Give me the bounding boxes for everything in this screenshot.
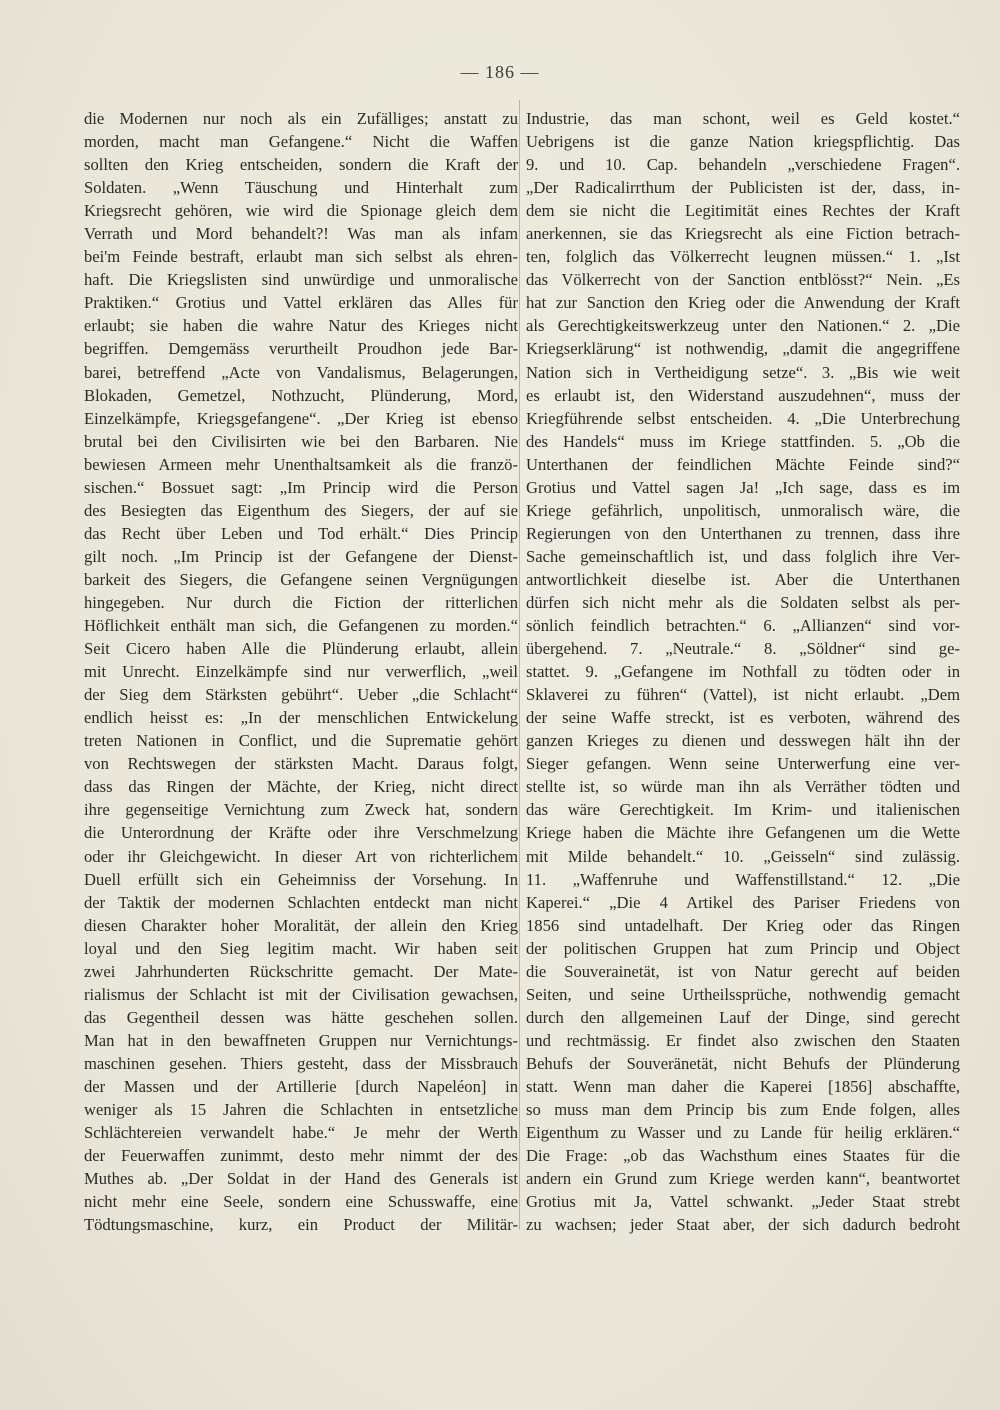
left-column-line: oder ihr Gleichgewicht. In dieser Art von richterlichem [84,846,518,866]
left-column-line: sischen.“ Bossuet sagt: „Im Princip wird die Person [84,477,518,497]
right-column-line: ten, folglich das Völkerrecht leugnen müssen.“ 1. „Ist [526,247,960,267]
right-column-line: durch den allgemeinen Lauf der Dinge, sind gerecht [526,1007,960,1027]
left-column-line: haft. Die Kriegslisten sind unwürdige und unmoralische [84,270,518,290]
right-column-line: und rechtmässig. Er findet also zwischen den Staaten [526,1030,960,1050]
left-column-line: Schlächtereien verwandelt habe.“ Je mehr der Werth [84,1123,518,1143]
left-column-line: Seit Cicero haben Alle die Plünderung erlaubt, allein [84,639,518,659]
right-column-line: Die Frage: „ob das Wachsthum eines Staates für die [526,1146,960,1166]
left-column-line: Kriegsrecht gehören, wie wird die Spionage gleich dem [84,201,518,221]
right-column-line: Industrie, das man schont, weil es Geld kostet.“ [526,109,960,128]
left-column-line: bewiesen Armeen mehr Unenthaltsamkeit als die franzö- [84,454,518,474]
left-column-line: Man hat in den bewaffneten Gruppen nur Vernichtungs- [84,1030,518,1050]
right-column-line: sönlich feindlich betrachten.“ 6. „Allianzen“ sind vor- [526,616,960,636]
right-column-line: Sklaverei zu führen“ (Vattel), ist nicht erlaubt. „Dem [526,685,960,705]
right-column-line: es erlaubt ist, den Widerstand auszudehnen“, muss der [526,385,960,405]
right-column-line: Unterthanen der feindlichen Mächte Feinde sind?“ [526,454,960,474]
left-column-line: loyal und den Sieg legitim macht. Wir haben seit [84,938,518,958]
left-column-line: hingegeben. Nur durch die Fiction der ritterlichen [84,592,518,612]
right-column-line: Kaperei.“ „Die 4 Artikel des Pariser Friedens von [526,892,960,912]
right-column-line: Kriege gefährlich, unpolitisch, unmoralisch wäre, die [526,500,960,520]
left-column-line: das Recht über Leben und Tod erhält.“ Dies Princip [84,523,518,543]
left-column-line: nicht mehr eine Seele, sondern eine Schusswaffe, eine [84,1192,518,1212]
left-column-line: Soldaten. „Wenn Täuschung und Hinterhalt zum [84,178,518,198]
right-column-line: so muss man dem Princip bis zum Ende folgen, alles [526,1100,960,1120]
right-column-line: zu wachsen; jeder Staat aber, der sich dadurch bedroht [526,1215,960,1235]
left-text-column [84,107,518,1236]
right-column-line: dem sie nicht die Legitimität eines Rechtes der Kraft [526,201,960,221]
left-column-line: Verrath und Mord behandelt?! Was man als infam [84,224,518,244]
right-column-line: stellte ist, so würde man ihn als Verräther tödten und [526,777,960,797]
left-column-line: endlich heisst es: „In der menschlichen Entwickelung [84,708,518,728]
right-column-line: stattet. 9. „Gefangene im Nothfall zu tödten oder in [526,662,960,682]
left-column-line: Einzelkämpfe, Kriegsgefangene“. „Der Krieg ist ebenso [84,408,518,428]
right-column-line: das Völkerrecht von der Sanction entblösst?“ Nein. „Es [526,270,960,290]
left-column-line: dass das Ringen der Mächte, der Krieg, nicht direct [84,777,518,797]
left-column-line: der Feuerwaffen zunimmt, desto mehr nimmt der des [84,1146,518,1166]
left-column-line: erlaubt; sie haben die wahre Natur des Krieges nicht [84,316,518,336]
right-column-line: der politischen Gruppen hat zum Princip und Object [526,938,960,958]
left-column-line: treten Nationen in Conflict, und die Suprematie gehört [84,731,518,751]
right-column-line: des Handels“ muss im Kriege stattfinden. 5. „Ob die [526,431,960,451]
right-column-line: Regierungen von den Unterthanen zu trennen, dass ihre [526,523,960,543]
right-column-line: das wäre Gerechtigkeit. Im Krim- und italienischen [526,800,960,820]
column-divider [519,100,520,1230]
right-column-line: 1856 sind untadelhaft. Der Krieg oder das Ringen [526,915,960,935]
left-column-line: weniger als 15 Jahren die Schlachten in entsetzliche [84,1100,518,1120]
left-column-line: maschinen gesehen. Thiers gesteht, dass der Missbrauch [84,1053,518,1073]
left-column-line: zwei Jahrhunderten Rückschritte gemacht. Der Mate- [84,961,518,981]
right-text-column [526,107,960,1236]
left-column-line: das Gegentheil dessen was hätte geschehen sollen. [84,1007,518,1027]
right-column-line: Nation sich in Vertheidigung setze“. 3. „Bis wie weit [526,362,960,382]
right-column-line: mit Milde behandelt.“ 10. „Geisseln“ sind zulässig. [526,846,960,866]
left-column-line: die Modernen nur noch als ein Zufälliges; anstatt zu [84,109,518,128]
right-column-line: Eigenthum zu Wasser und zu Lande für heilig erklären.“ [526,1123,960,1143]
right-column-line: Uebrigens ist die ganze Nation kriegspflichtig. Das [526,132,960,152]
left-column-line: der Massen und der Artillerie [durch Napeléon] in [84,1076,518,1096]
left-column-line: morden, macht man Gefangene.“ Nicht die Waffen [84,132,518,152]
right-column-line: Kriegführende selbst entscheiden. 4. „Die Unterbrechung [526,408,960,428]
left-column-line: sollten den Krieg entscheiden, sondern die Kraft der [84,155,518,175]
left-column-line: des Besiegten das Eigenthum des Siegers, der auf sie [84,500,518,520]
left-column-line: Tödtungsmaschine, kurz, ein Product der Militär- [84,1215,518,1235]
right-column-line: statt. Wenn man daher die Kaperei [1856] abschaffte, [526,1076,960,1096]
right-column-line: antwortlichkeit dieselbe ist. Aber die Unterthanen [526,569,960,589]
left-column-line: begriffen. Demgemäss verurtheilt Proudhon jede Bar- [84,339,518,359]
right-column-line: Sieger gefangen. Wenn seine Unterwerfung eine ver- [526,754,960,774]
left-column-line: rialismus der Schlacht ist mit der Civilisation gewachsen, [84,984,518,1004]
right-column-line: andern ein Grund zum Kriege werden kann“, beantwortet [526,1169,960,1189]
left-column-line: Höflichkeit enthält man sich, die Gefangenen zu morden.“ [84,616,518,636]
right-column-line: 9. und 10. Cap. behandeln „verschiedene Fragen“. [526,155,960,175]
right-column-line: dürfen sich nicht mehr als die Soldaten selbst als per- [526,592,960,612]
left-column-line: Duell erfüllt sich ein Geheimniss der Vorsehung. In [84,869,518,889]
right-column-line: ganzen Krieges zu dienen und desswegen hält ihn der [526,731,960,751]
right-column-line: Behufs der Souveränetät, nicht Behufs der Plünderung [526,1053,960,1073]
left-column-line: Praktiken.“ Grotius und Vattel erklären das Alles für [84,293,518,313]
right-column-line: Seiten, und seine Urtheilssprüche, nothwendig gemacht [526,984,960,1004]
left-column-line: von Rechtswegen der stärksten Macht. Daraus folgt, [84,754,518,774]
left-column-line: Blokaden, Gemetzel, Nothzucht, Plünderung, Mord, [84,385,518,405]
right-column-line: übergehend. 7. „Neutrale.“ 8. „Söldner“ sind ge- [526,639,960,659]
right-column-line: Sache gemeinschaftlich ist, und dass folglich ihre Ver- [526,546,960,566]
left-column-line: ihre gegenseitige Vernichtung zum Zweck hat, sondern [84,800,518,820]
right-column-line: die Souverainetät, ist von Natur gerecht auf beiden [526,961,960,981]
left-column-line: der Taktik der modernen Schlachten entdeckt man nicht [84,892,518,912]
right-column-line: als Gerechtigkeitswerkzeug unter den Nationen.“ 2. „Die [526,316,960,336]
left-column-line: Muthes ab. „Der Soldat in der Hand des Generals ist [84,1169,518,1189]
right-column-line: Grotius mit Ja, Vattel schwankt. „Jeder Staat strebt [526,1192,960,1212]
left-column-line: barei, betreffend „Acte von Vandalismus, Belagerungen, [84,362,518,382]
right-column-line: 11. „Waffenruhe und Waffenstillstand.“ 12. „Die [526,869,960,889]
left-column-line: mit Unrecht. Einzelkämpfe sind nur verwerflich, „weil [84,662,518,682]
left-column-line: barkeit des Siegers, die Gefangene seinen Vergnügungen [84,569,518,589]
right-column-line: anerkennen, sie das Kriegsrecht als eine Fiction betrach- [526,224,960,244]
left-column-line: brutal bei den Civilisirten wie bei den Barbaren. Nie [84,431,518,451]
right-column-line: hat zur Sanction den Krieg oder die Anwendung der Kraft [526,293,960,313]
left-column-line: bei'm Feinde bestraft, erlaubt man sich selbst als ehren- [84,247,518,267]
left-column-line: die Unterordnung der Kräfte oder ihre Verschmelzung [84,823,518,843]
right-column-line: Kriege haben die Mächte ihre Gefangenen um die Wette [526,823,960,843]
right-column-line: der seine Waffe streckt, ist es verboten, während des [526,708,960,728]
right-column-line: „Der Radicalirrthum der Publicisten ist der, dass, in- [526,178,960,198]
right-column-line: Grotius und Vattel sagen Ja! „Ich sage, dass es im [526,477,960,497]
left-column-line: der Sieg dem Stärksten gebührt“. Ueber „die Schlacht“ [84,685,518,705]
right-column-line: Kriegserklärung“ ist nothwendig, „damit die angegriffene [526,339,960,359]
left-column-line: gilt noch. „Im Princip ist der Gefangene der Dienst- [84,546,518,566]
left-column-line: diesen Charakter hoher Moralität, der allein den Krieg [84,915,518,935]
page-number: — 186 — [460,62,540,82]
